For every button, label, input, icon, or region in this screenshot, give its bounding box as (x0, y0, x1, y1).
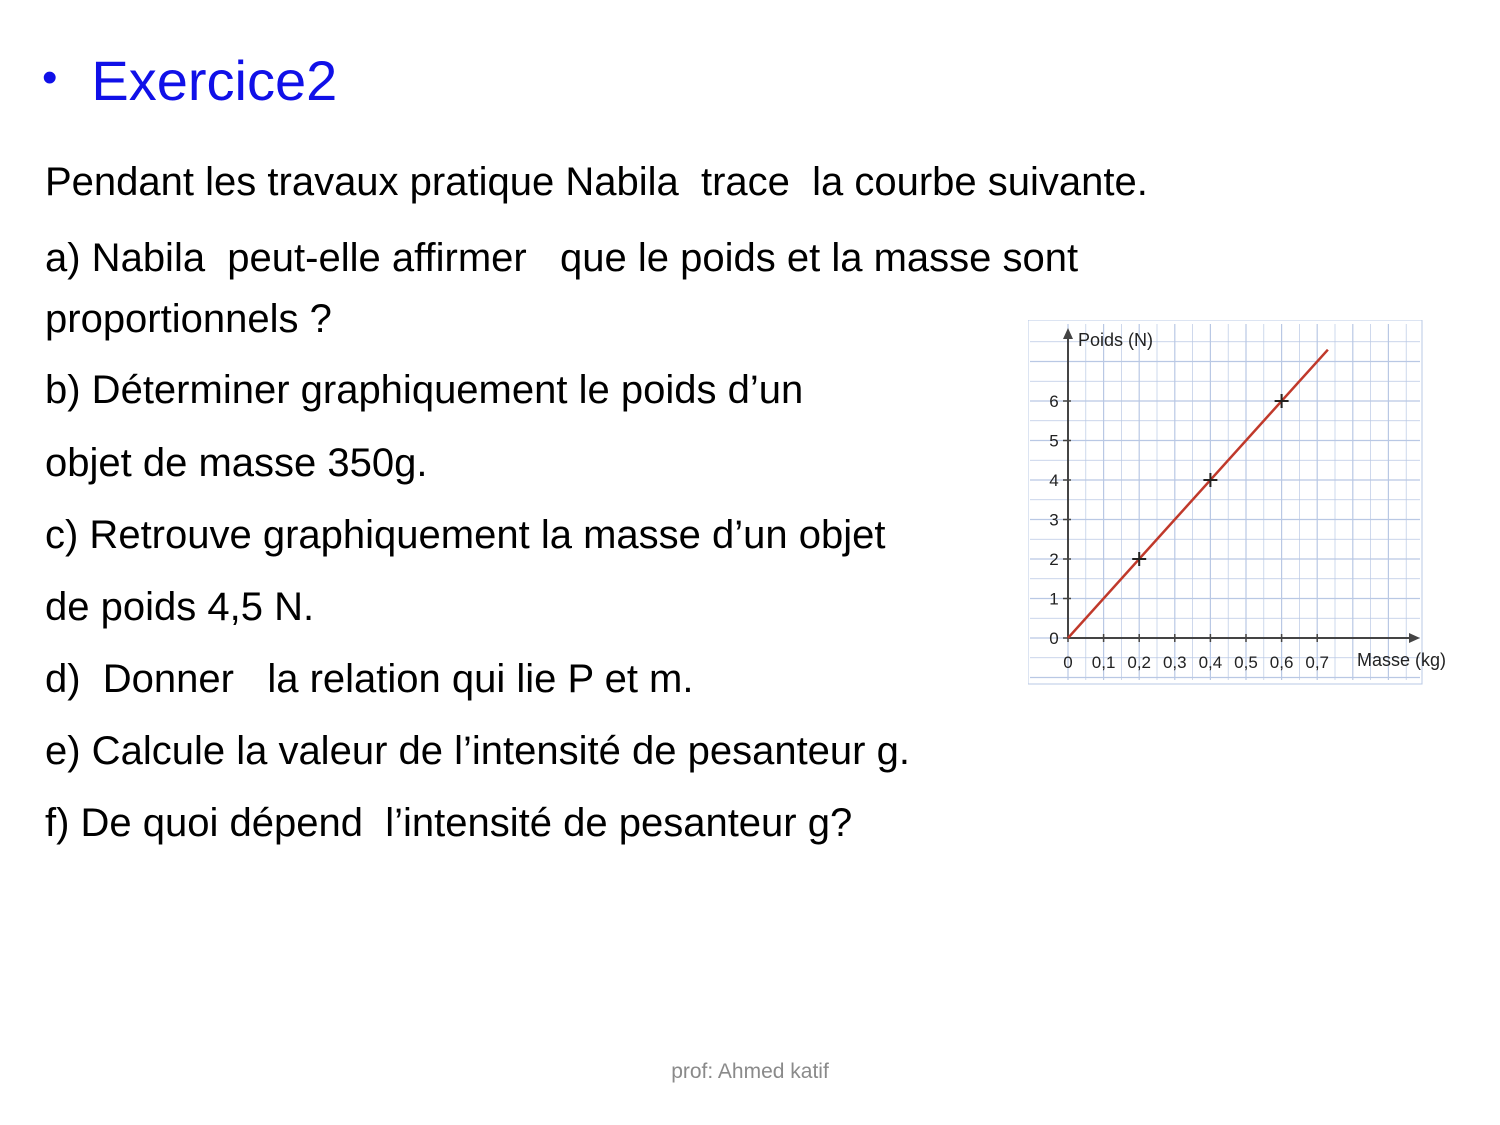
question-c-line-2: de poids 4,5 N. (45, 585, 315, 629)
x-tick-label: 0 (1063, 653, 1073, 672)
graph-figure (1028, 320, 1468, 690)
x-tick-label: 0,6 (1269, 653, 1294, 672)
question-c-line-1: c) Retrouve graphiquement la masse d’un objet (45, 513, 886, 557)
question-b-line-2: objet de masse 350g. (45, 441, 428, 485)
y-tick-label: 3 (1049, 510, 1059, 530)
y-tick-label: 1 (1049, 589, 1059, 609)
question-b-line-1: b) Déterminer graphiquement le poids d’un (45, 368, 804, 412)
x-tick-label: 0,1 (1091, 653, 1116, 672)
y-tick-label: 5 (1049, 431, 1059, 451)
x-tick-label: 0,3 (1162, 653, 1187, 672)
footer-author: prof: Ahmed katif (671, 1060, 829, 1083)
question-a-line-1: a) Nabila peut-elle affirmer que le poids et la masse sont (45, 236, 1079, 280)
slide-heading (42, 40, 337, 120)
y-tick-label: 0 (1049, 629, 1059, 648)
question-f-line: f) De quoi dépend l’intensité de pesanteur g? (45, 801, 853, 845)
question-e-line: e) Calcule la valeur de l’intensité de pesanteur g. (45, 729, 910, 773)
slide-title: Exercice2 (91, 48, 338, 112)
question-a-line-2: proportionnels ? (45, 297, 332, 341)
y-tick-label: 2 (1049, 550, 1059, 569)
weight-mass-chart (1028, 320, 1468, 690)
x-tick-label: 0,7 (1305, 653, 1330, 672)
chart-frame (1028, 320, 1422, 684)
y-tick-label: 4 (1049, 471, 1059, 490)
intro-line: Pendant les travaux pratique Nabila trace la courbe suivante. (45, 160, 1148, 204)
question-d-line: d) Donner la relation qui lie P et m. (45, 657, 694, 701)
x-tick-label: 0,2 (1127, 653, 1152, 672)
x-tick-label: 0,4 (1198, 653, 1223, 672)
x-tick-label: 0,5 (1234, 653, 1258, 672)
x-axis-title: Masse (kg) (1357, 650, 1447, 670)
y-axis-title: Poids (N) (1078, 330, 1154, 350)
y-tick-label: 6 (1049, 392, 1059, 411)
bullet-icon: • (42, 53, 58, 102)
